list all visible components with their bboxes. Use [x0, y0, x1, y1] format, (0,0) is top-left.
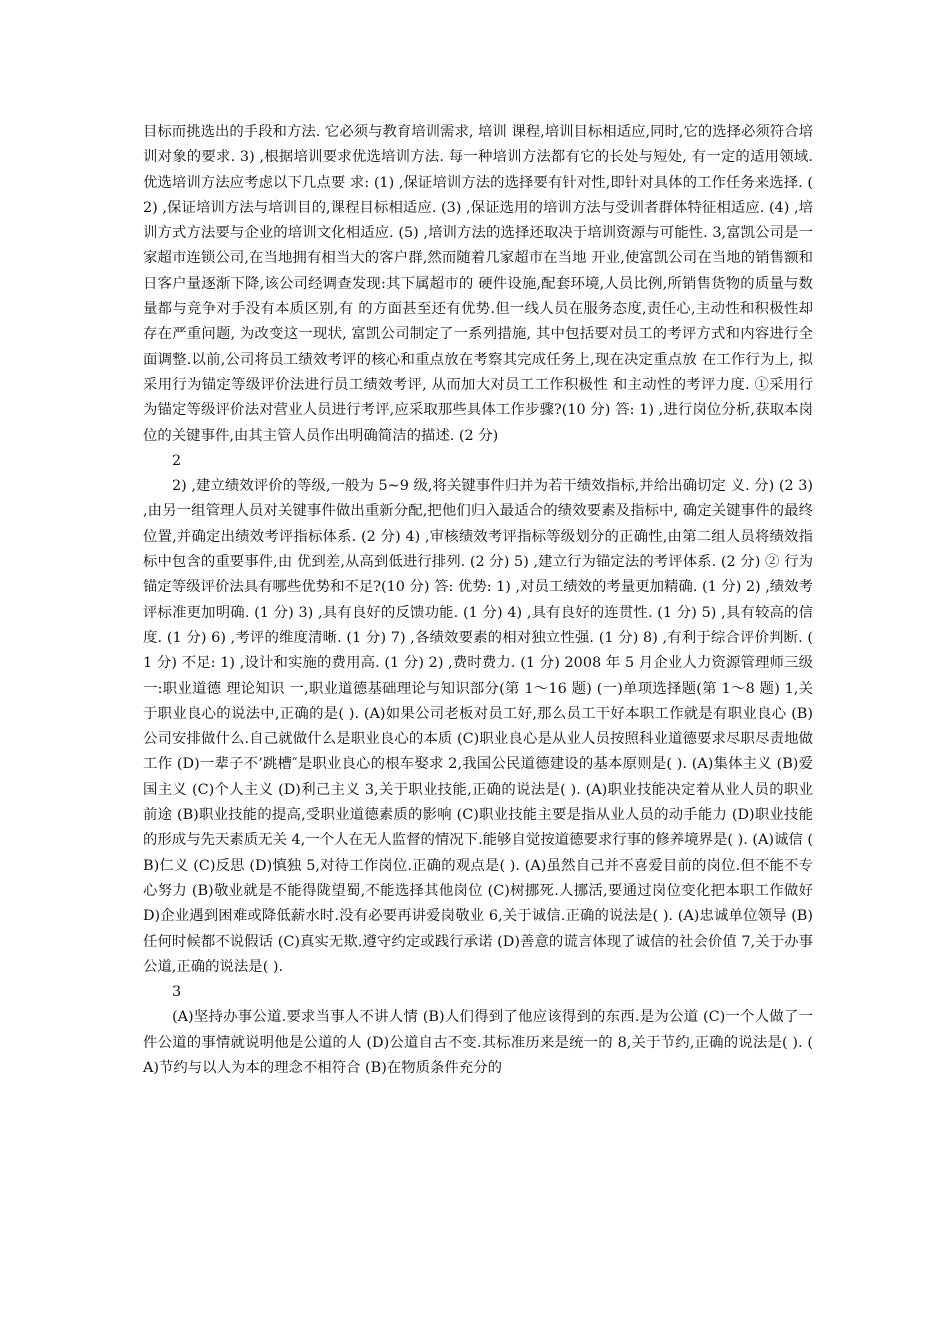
- paragraph-fairness-questions: (A)坚持办事公道.要求当事人不讲人情 (B)人们得到了他应该得到的东西.是为公道 (C)一个人做了一件公道的事情就说明他是公道的人 (D)公道自古不变.其标准历来是统一的 8,关于节约,正确的说法是( ). (A)节约与以人为本的理念不相符合 (B)在物质条件充分的: [143, 1009, 813, 1076]
- document-body: [143, 120, 813, 1081]
- page-number-2: 2: [172, 452, 182, 469]
- paragraph-training-methods: 目标而挑选出的手段和方法. 它必须与教育培训需求, 培训 课程,培训目标相适应,同时,它的选择必须符合培训对象的要求. 3) ,根据培训要求优选培训方法. 每一种培训方法都有它的长处与短处, 有一定的适用领域. 优选培训方法应考虑以下几点要 求: (1) ,保证培训方法的选择要有针对性,即针对具体的工作任务来选择. (2) ,保证培训方法与培训目的,课程目标相适应. (3) ,保证选用的培训方法与受训者群体特征相适应. (4) ,培训方式方法要与企业的培训文化相适应. (5) ,培训方法的选择还取决于培训资源与可能性. 3,富凯公司是一家超市连锁公司,在当地拥有相当大的客户群,然而随着几家超市在当地 开业,使富凯公司在当地的销售额和日客户量逐渐下降,该公司经调查发现:其下属超市的 硬件设施,配套环境,人员比例,所销售货物的质量与数量都与竞争对手没有本质区别,有 的方面甚至还有优势.但一线人员在服务态度,责任心,主动性和积极性却存在严重问题, 为改变这一现状, 富凯公司制定了一系列措施, 其中包括要对员工的考评方式和内容进行全 面调整.以前,公司将员工绩效考评的核心和重点放在考察其完成任务上,现在决定重点放 在工作行为上, 拟采用行为锚定等级评价法进行员工绩效考评, 从而加大对员工工作积极性 和主动性的考评力度. ①采用行为锚定等级评价法对营业人员进行考评,应采取那些具体工作步骤?(10 分) 答: 1) ,进行岗位分析,获取本岗位的关键事件,由其主管人员作出明确简洁的描述. (2 分): [143, 124, 813, 444]
- page-number-3: 3: [172, 984, 182, 1001]
- paragraph-behavior-anchored-rating: 2) ,建立绩效评价的等级,一般为 5~9 级,将关键事件归并为若干绩效指标,并给出确切定 义. 分) (2 3) ,由另一组管理人员对关键事件做出重新分配,把他们归入最适合的绩效要素及指标中, 确定关键事件的最终位置,并确定出绩效考评指标体系. (2 分) 4) ,审核绩效考评指标等级划分的正确性,由第二组人员将绩效指标中包含的重要事件,由 优到差,从高到低进行排列. (2 分) 5) ,建立行为锚定法的考评体系. (2 分) ② 行为锚定等级评价法具有哪些优势和不足?(10 分) 答: 优势: 1) ,对员工绩效的考量更加精确. (1 分) 2) ,绩效考评标准更加明确. (1 分) 3) ,具有良好的反馈功能. (1 分) 4) ,具有良好的连贯性. (1 分) 5) ,具有较高的信度. (1 分) 6) ,考评的维度清晰. (1 分) 7) ,各绩效要素的相对独立性强. (1 分) 8) ,有利于综合评价判断. (1 分) 不足: 1) ,设计和实施的费用高. (1 分) 2) ,费时费力. (1 分) 2008 年 5 月企业人力资源管理师三级 一:职业道德 理论知识 一,职业道德基础理论与知识部分(第 1～16 题) (一)单项选择题(第 1～8 题) 1,关于职业良心的说法中,正确的是( ). (A)如果公司老板对员工好,那么员工干好本职工作就是有职业良心 (B)公司安排做什么.自己就做什么是职业良心的本质 (C)职业良心是从业人员按照科业道德要求尽职尽责地做工作 (D)一辈子不’跳槽″是职业良心的根车娶求 2,我国公民道德建设的基本原则是( ). (A)集体主义 (B)爱国主义 (C)个人主义 (D)利己主义 3,关于职业技能,正确的说法是( ). (A)职业技能决定着从业人员的职业前途 (B)职业技能的提高,受职业道德素质的影响 (C)职业技能主要是指从业人员的动手能力 (D)职业技能的形成与先天素质无关 4,一个人在无人监督的情况下.能够自觉按道德要求行事的修养境界是( ). (A)诚信 (B)仁义 (C)反思 (D)慎独 5,对待工作岗位.正确的观点是( ). (A)虽然自己并不喜爱目前的岗位.但不能不专心努力 (B)敬业就是不能得陇望蜀,不能选择其他岗位 (C)树挪死.人挪活,要通过岗位变化把本职工作做好 D)企业遇到困难或降低薪水时.没有必要再讲爱岗敬业 6,关于诚信.正确的说法是( ). (A)忠诚单位领导 (B)任何时候都不说假话 (C)真实无欺.遵守约定或践行承诺 (D)善意的谎言体现了诚信的社会价值 7,关于办事公道,正确的说法是( ).: [143, 478, 813, 975]
